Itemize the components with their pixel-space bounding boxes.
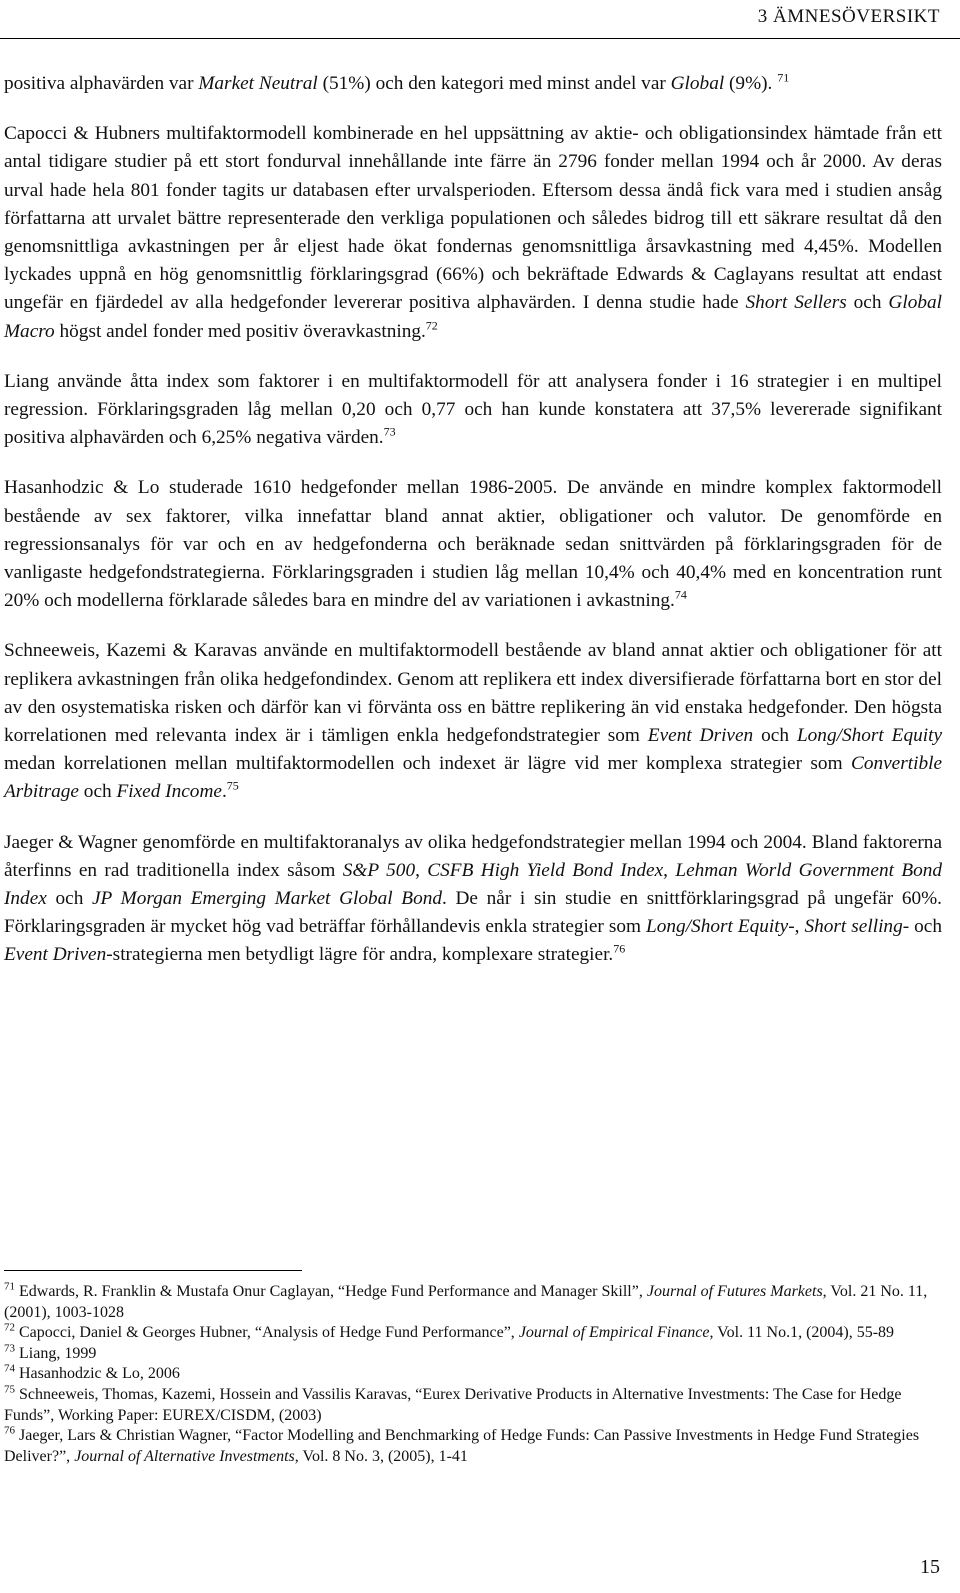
text-run: och (78, 781, 117, 803)
paragraph (4, 829, 942, 970)
paragraph (4, 474, 942, 615)
italic-term: Short selling (804, 916, 903, 938)
text-run: . De når i sin studie en snittförklaringsgrad på ungefär 60%. Förklaringsgraden är mycket hög vad beträffar förhållandevis enkla strategier som (4, 888, 943, 938)
text-run: Hasanhodzic & Lo studerade 1610 hedgefonder mellan 1986-2005. De använde en mindre komplex faktormodell bestående av sex faktorer, vilka innefattar bland annat aktier, obligationer och valutor. De genomförde en regressionsanalys för var och en av hedgefonderna och beräknade sedan snittvärden på förklaringsgraden för de vanligaste hedgefondstrategierna. Förklaringsgraden i studien låg mellan 10,4% och 40,4% med en koncentration runt 20% och modellerna förklarade således bara en mindre del av variationen i avkastning. (4, 477, 942, 612)
running-header-title: 3 ÄMNESÖVERSIKT (757, 6, 940, 27)
text-run: Jaeger, Lars & Christian Wagner, “Factor Modelling and Benchmarking of Hedge Funds: Can Passive Investments in Hedge Fund Strategies Deliver?”, (4, 1427, 920, 1465)
footnote (4, 1344, 942, 1365)
italic-term: Event Driven (4, 944, 107, 966)
text-run: Liang, 1999 (15, 1344, 97, 1362)
footnote-ref: 73 (4, 1342, 15, 1355)
text-run: . (221, 781, 227, 803)
footnotes (4, 1282, 942, 1467)
text-run: -, (788, 916, 805, 938)
paragraph (4, 120, 942, 346)
header-divider (0, 38, 960, 39)
text-run: och (753, 725, 797, 747)
italic-term: Event Driven (647, 725, 754, 747)
paragraph (4, 637, 942, 806)
italic-term: Global (670, 73, 725, 94)
italic-term: Convertible Arbitrage (4, 753, 942, 803)
footnote (4, 1323, 942, 1344)
italic-term: Fixed Income (116, 781, 222, 803)
italic-term: Short Sellers (745, 292, 847, 314)
text-run: , (663, 859, 676, 881)
italic-term: CSFB High Yield Bond Index (427, 859, 664, 881)
text-run: -strategierna men betydligt lägre för andra, komplexare strategier. (106, 944, 614, 966)
text-run: , Vol. 11 No.1, (2004), 55-89 (709, 1324, 895, 1342)
text-run: , (415, 859, 428, 881)
footnote-ref: 72 (425, 318, 438, 333)
footnote-ref: 75 (4, 1383, 15, 1396)
footnote-ref: 72 (4, 1321, 15, 1334)
text-run: Capocci & Hubners multifaktormodell kombinerade en hel uppsättning av aktie- och obligationsindex hämtade från ett antal tidigare studier på ett stort fondurval innehållande inte färre än 2796 fonder mellan 1994 och år 2000. Av deras urval hade hela 801 fonder tagits ur databasen efter urvalsperioden. Eftersom dessa ändå fick vara med i studien ansåg författarna att urvalet bättre representerade den verkliga populationen och således bidrog till ett säkrare resultat då den genomsnittliga avkastningen per år eljest hade ökat fondernas genomsnittliga årsavkastning med 4,45%. Modellen lyckades uppnå en hög genomsnittlig förklaringsgrad (66%) och bekräftade Edwards & Caglayans resultat att endast ungefär en fjärdedel av alla hedgefonder levererar positiva alphavärden. I denna studie hade (4, 123, 942, 314)
footnote (4, 1385, 942, 1426)
italic-term: Long/Short Equity (796, 725, 943, 747)
text-run: , Vol. 21 No. 11, (2001), 1003-1028 (4, 1283, 928, 1321)
text-run: Schneeweis, Kazemi & Karavas använde en multifaktormodell bestående av bland annat aktier och obligationer för att replikera avkastningen från olika hedgefondindex. Genom att replikera ett index diversifierade författarna bort en stor del av den osystematiska risken och därför kan vi förvänta oss en bättre replikering än vid enstaka hedgefonder. Den högsta korrelationen med relevanta index är i tämligen enkla hedgefondstrategier som (4, 640, 942, 747)
footnote-ref: 75 (226, 779, 239, 794)
text-run: (9%). (724, 73, 778, 94)
text-run: , Vol. 8 No. 3, (2005), 1-41 (294, 1447, 468, 1465)
text-run: Hasanhodzic & Lo, 2006 (15, 1365, 180, 1383)
footnote-ref: 74 (4, 1363, 15, 1376)
text-run: högst andel fonder med positiv överavkastning. (54, 320, 426, 342)
footnote-ref: 71 (777, 70, 790, 85)
italic-term: Lehman World Government Bond Index (4, 859, 943, 910)
footnote (4, 1282, 942, 1323)
italic-term: JP Morgan Emerging Market Global Bond (92, 888, 442, 910)
italic-term: Journal of Futures Markets (646, 1283, 823, 1300)
italic-term: S&P 500 (342, 859, 416, 881)
footnote (4, 1364, 942, 1385)
italic-term: Journal of Empirical Finance (518, 1324, 710, 1342)
text-run: Schneeweis, Thomas, Kazemi, Hossein and Vassilis Karavas, “Eurex Derivative Products in Alternative Investments: The Case for Hedge Funds”, Working Paper: EUREX/CISDM, (2003) (4, 1385, 902, 1424)
footnote-ref: 76 (613, 942, 626, 957)
text-run: Liang använde åtta index som faktorer i en multifaktormodell för att analysera fonder i 16 strategier i en multipel regression. Förklaringsgraden låg mellan 0,20 och 0,77 och han kunde konstatera att 37,5% levererade signifikant positiva alphavärden och 6,25% negativa värden. (4, 370, 942, 449)
footnote (4, 1426, 942, 1467)
italic-term: Journal of Alternative Investments (74, 1447, 295, 1465)
text-run: Capocci, Daniel & Georges Hubner, “Analysis of Hedge Fund Performance”, (15, 1324, 519, 1342)
footnote-ref: 73 (383, 424, 396, 439)
text-run: medan korrelationen mellan multifaktormodellen och indexet är lägre vid mer komplexa strategier som (4, 753, 851, 775)
footnote-ref: 74 (674, 587, 687, 602)
body-text (4, 70, 942, 970)
italic-term: Market Neutral (198, 73, 318, 94)
text-run: (51%) och den kategori med minst andel var (317, 73, 671, 94)
italic-term: Global Macro (4, 292, 942, 342)
text-run: och (846, 292, 889, 314)
text-run: Edwards, R. Franklin & Mustafa Onur Caglayan, “Hedge Fund Performance and Manager Skill”, (15, 1283, 647, 1300)
text-run: och (46, 888, 92, 910)
footnote-divider (4, 1270, 302, 1271)
footnote-ref: 76 (4, 1424, 15, 1437)
footnote-ref: 71 (4, 1280, 15, 1293)
paragraph (4, 368, 942, 453)
italic-term: Long/Short Equity (646, 916, 789, 938)
text-run: Jaeger & Wagner genomförde en multifaktoranalys av olika hedgefondstrategier mellan 1994 och 2004. Bland faktorerna återfinns en rad traditionella index såsom (4, 831, 942, 881)
text-run: positiva alphavärden var (4, 73, 199, 94)
text-run: - och (902, 916, 943, 938)
paragraph (4, 70, 942, 98)
page-number: 15 (920, 1556, 940, 1578)
